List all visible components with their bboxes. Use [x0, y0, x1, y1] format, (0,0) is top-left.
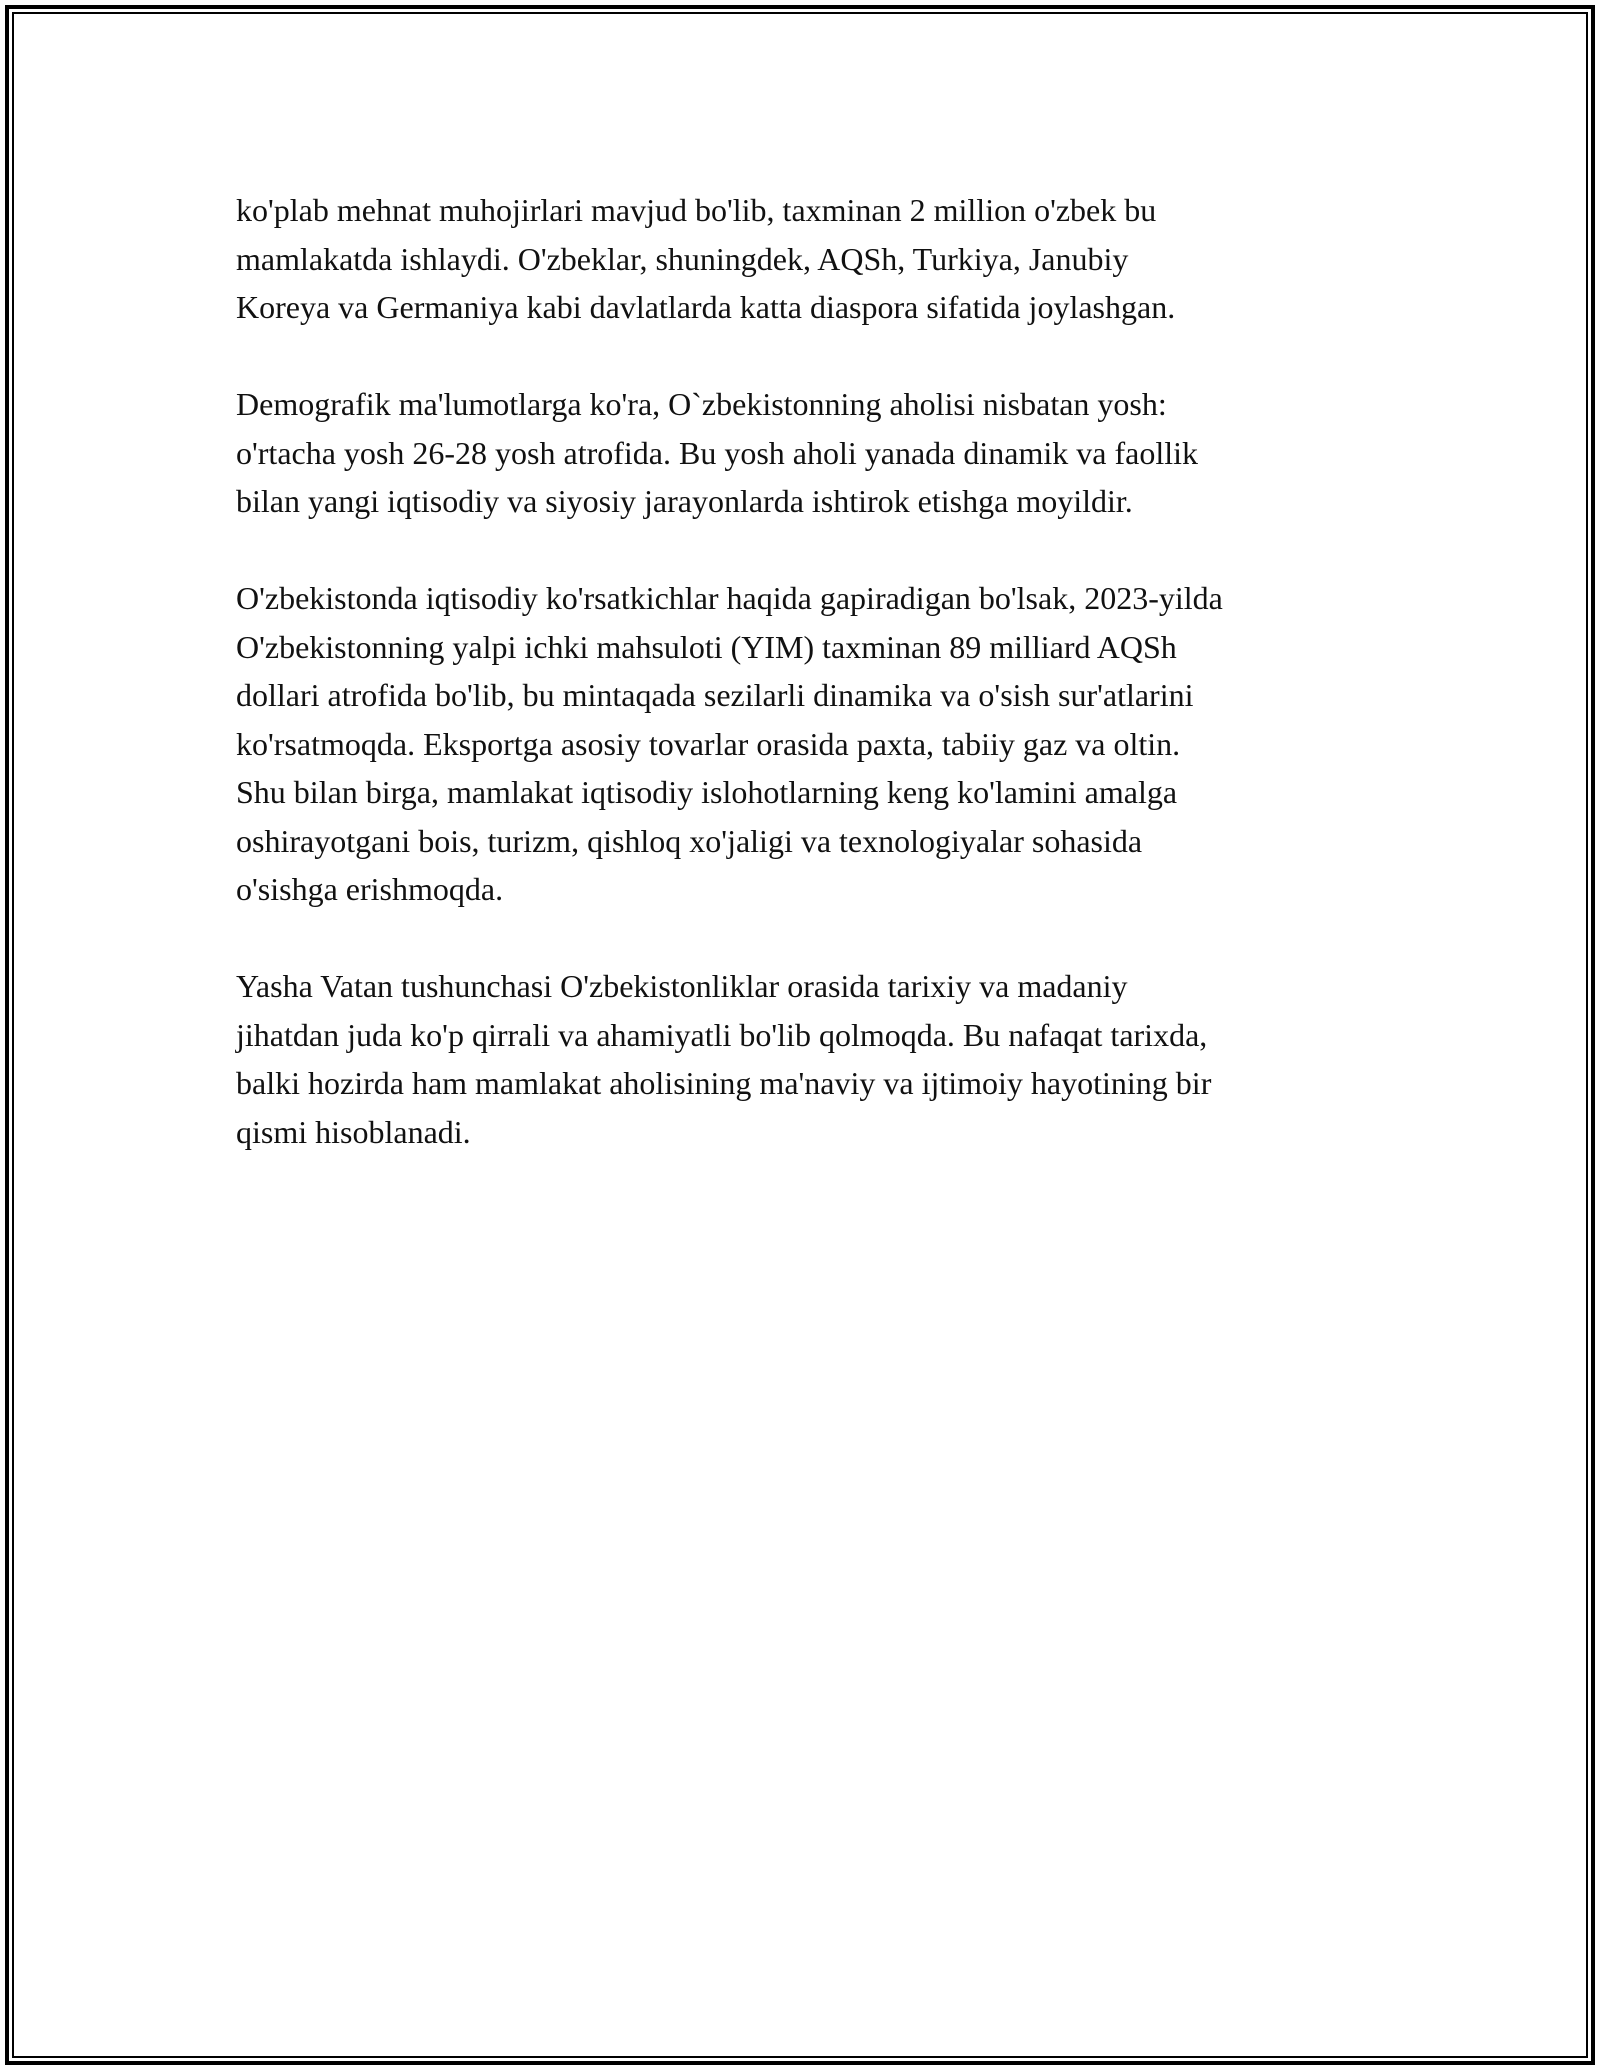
paragraph-economy	[236, 574, 1376, 914]
text-line: oshirayotgani bois, turizm, qishloq xo'jaligi va texnologiyalar sohasida	[236, 822, 1143, 859]
text-line: Shu bilan birga, mamlakat iqtisodiy islohotlarning keng ko'lamini amalga	[236, 774, 1178, 810]
text-line: qismi hisoblanadi.	[236, 1113, 471, 1150]
text-line: o'rtacha yosh 26-28 yosh atrofida. Bu yosh aholi yanada dinamik va faollik	[236, 434, 1198, 471]
paragraph-yasha-vatan	[236, 962, 1376, 1156]
text-line: Demografik ma'lumotlarga ko'ra, O`zbekistonning aholisi nisbatan yosh:	[236, 386, 1167, 422]
text-line: jihatdan juda ko'p qirrali va ahamiyatli bo'lib qolmoqda. Bu nafaqat tarixda,	[236, 1016, 1208, 1053]
text-line: mamlakatda ishlaydi. O'zbeklar, shuningdek, AQSh, Turkiya, Janubiy	[236, 240, 1129, 277]
document-body	[236, 186, 1376, 1205]
paragraph-demographics	[236, 380, 1376, 526]
text-line: o'sishga erishmoqda.	[236, 871, 504, 907]
text-line: ko'plab mehnat muhojirlari mavjud bo'lib, taxminan 2 million o'zbek bu	[236, 192, 1157, 228]
text-line: O'zbekistonning yalpi ichki mahsuloti (YIM) taxminan 89 milliard AQSh	[236, 628, 1177, 665]
text-line: Yasha Vatan tushunchasi O'zbekistonliklar orasida tarixiy va madaniy	[236, 968, 1128, 1004]
text-line: O'zbekistonda iqtisodiy ko'rsatkichlar haqida gapiradigan bo'lsak, 2023-yilda	[236, 580, 1223, 616]
text-line: ko'rsatmoqda. Eksportga asosiy tovarlar orasida paxta, tabiiy gaz va oltin.	[236, 725, 1181, 762]
text-line: dollari atrofida bo'lib, bu mintaqada sezilarli dinamika va o'sish sur'atlarini	[236, 677, 1194, 713]
paragraph-diaspora	[236, 186, 1376, 332]
text-line: Koreya va Germaniya kabi davlatlarda katta diaspora sifatida joylashgan.	[236, 289, 1176, 325]
text-line: bilan yangi iqtisodiy va siyosiy jarayonlarda ishtirok etishga moyildir.	[236, 483, 1133, 519]
text-line: balki hozirda ham mamlakat aholisining ma'naviy va ijtimoiy hayotining bir	[236, 1065, 1212, 1101]
